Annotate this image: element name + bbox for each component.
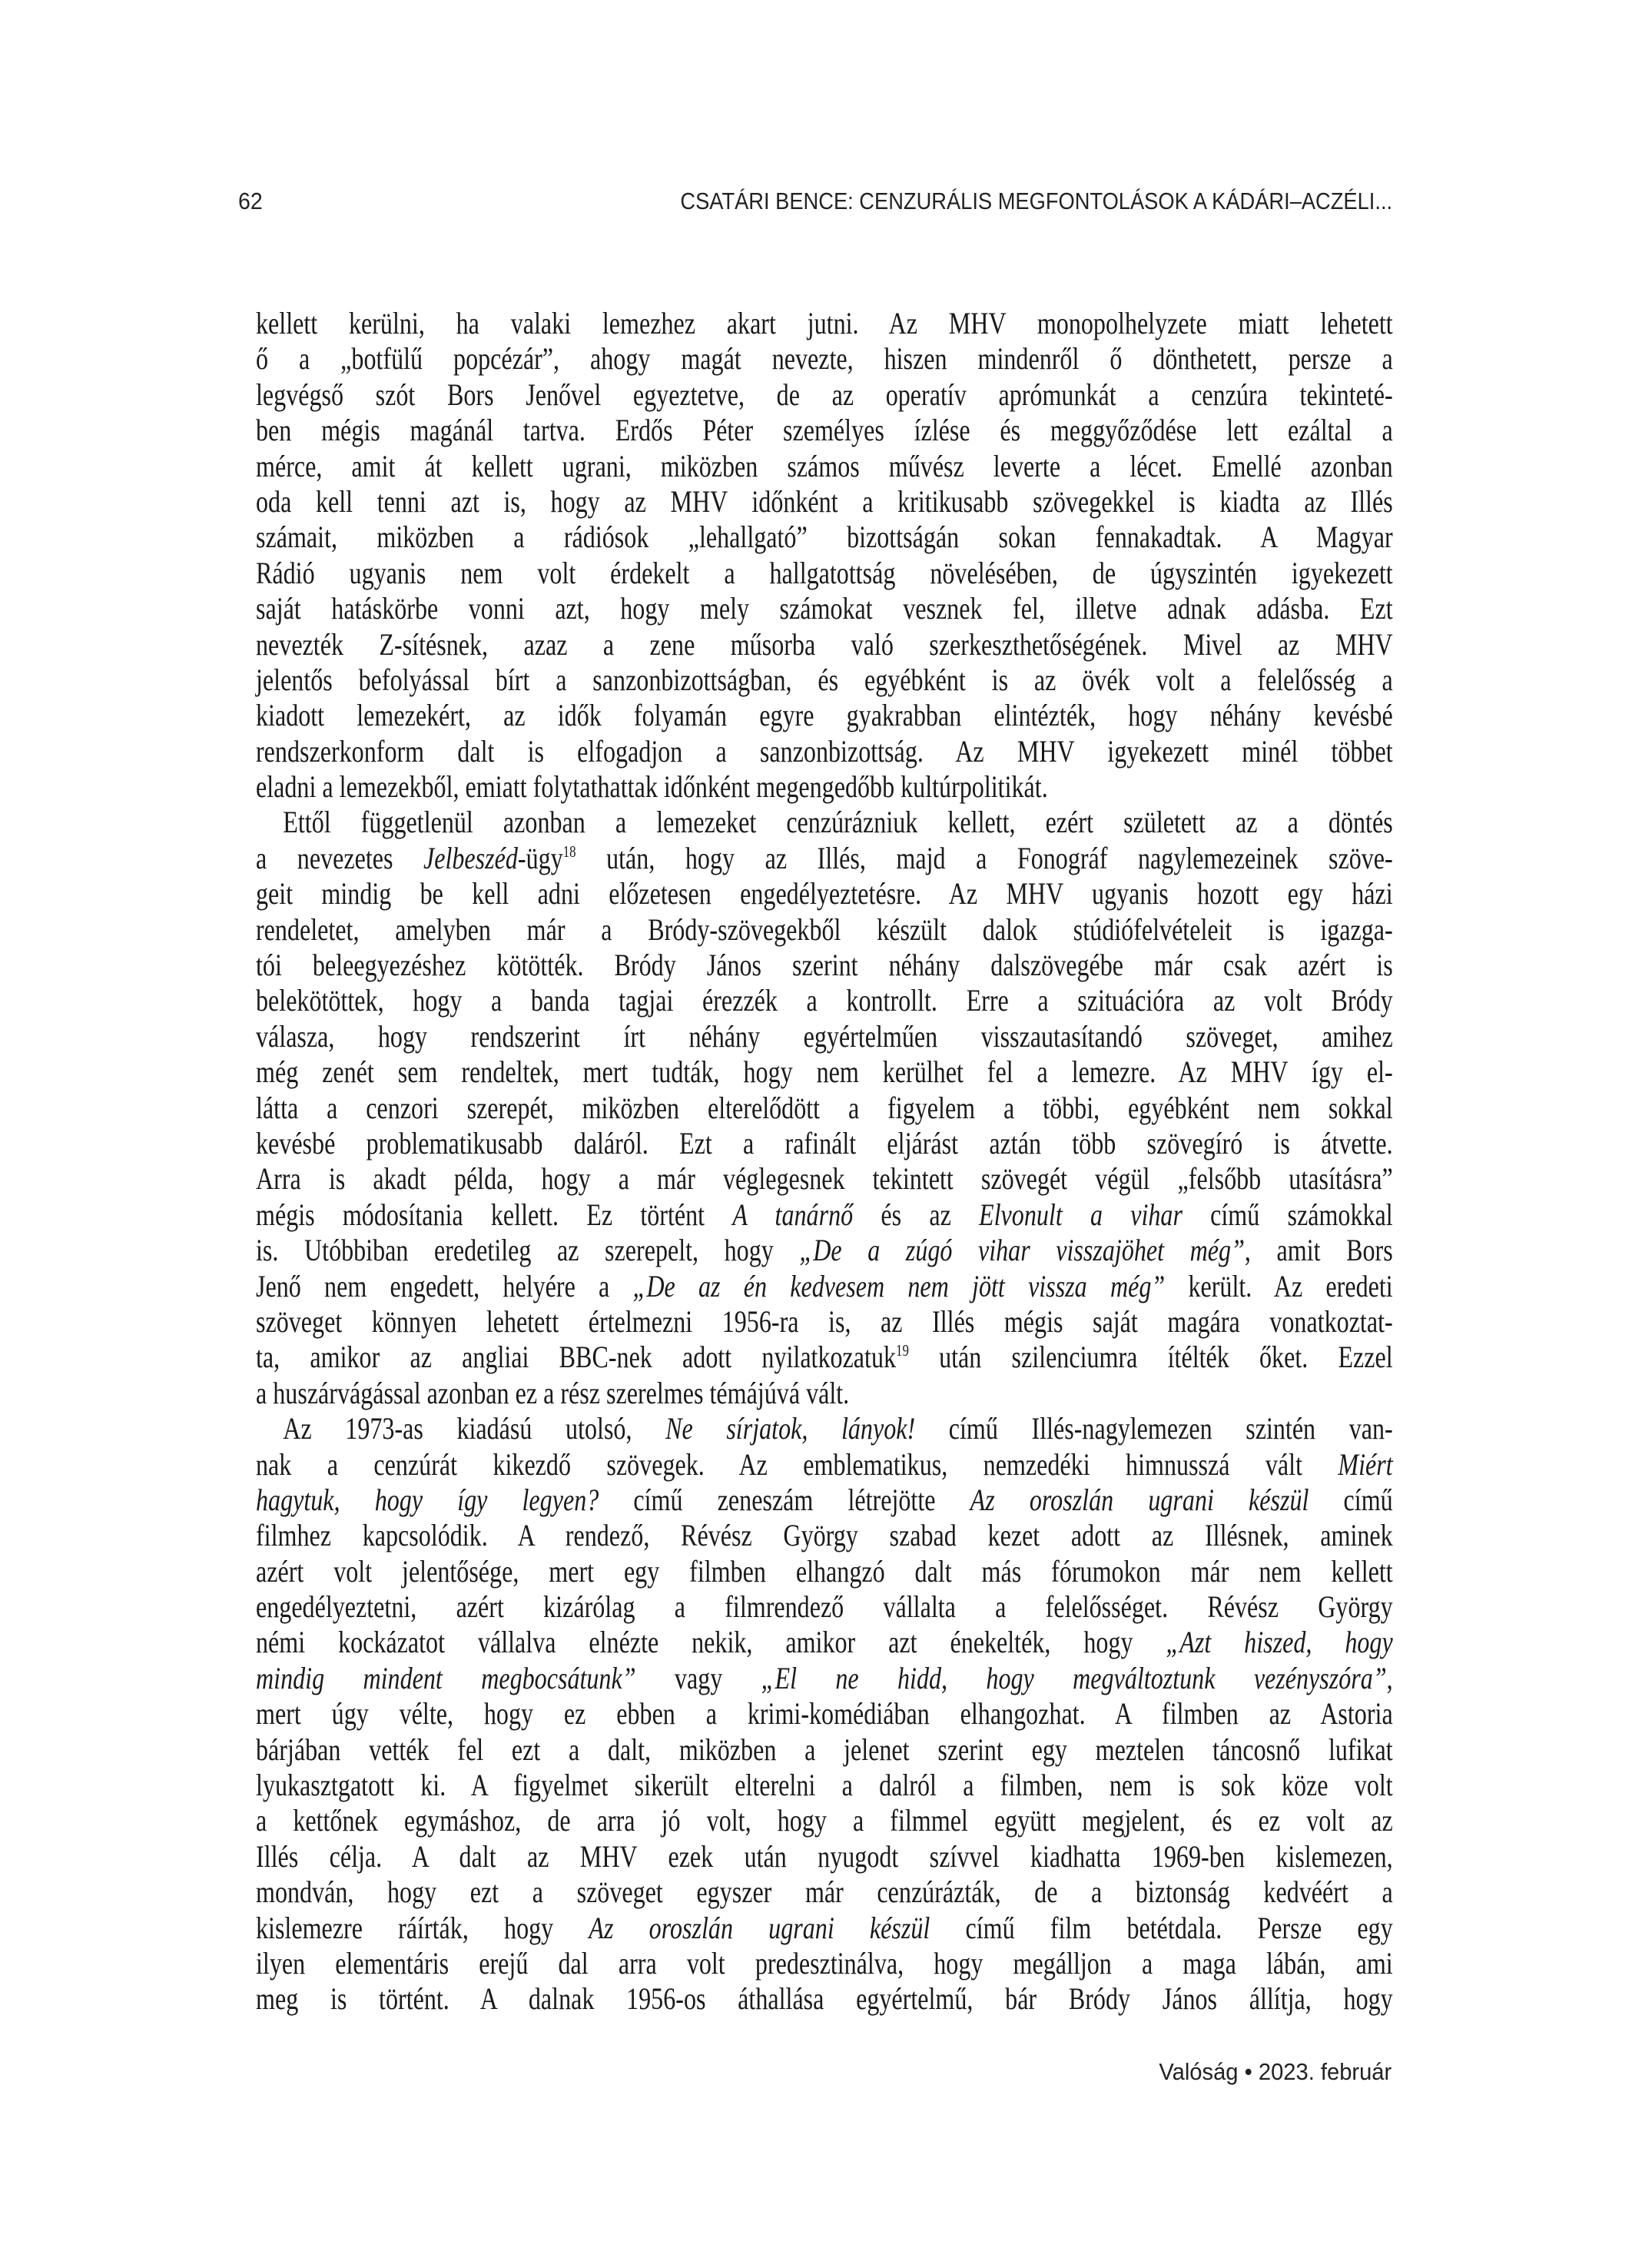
- text-segment: ilyen elementáris erejű dal arra volt predesztinálva, hogy megálljon a maga lábán, ami: [256, 1945, 1393, 1981]
- text-line: [256, 912, 1393, 948]
- text-line-content: [256, 591, 1393, 626]
- text-segment: mert úgy vélte, hogy ez ebben a krimi-komédiában elhangozhat. A filmben az Astoria: [256, 1696, 1393, 1732]
- text-line-content: [256, 1447, 1393, 1483]
- text-line: [256, 769, 1393, 805]
- text-segment: még zenét sem rendeltek, mert tudták, hogy nem kerülhet fel a lemezre. Az MHV így el-: [256, 1054, 1393, 1090]
- text-line-content: [256, 1732, 1393, 1768]
- text-line: [256, 1518, 1393, 1553]
- text-line-content: [256, 1589, 1393, 1625]
- text-segment: lyukasztgatott ki. A figyelmet sikerült elterelni a dalról a filmben, nem is sok köze volt: [256, 1768, 1393, 1803]
- text-segment: bárjában vették fel ezt a dalt, miközben a jelenet szerint egy meztelen táncosnő lufikat: [256, 1732, 1393, 1767]
- text-segment: című Illés-nagylemezen szintén van-: [915, 1411, 1393, 1446]
- text-line: [256, 1554, 1393, 1589]
- text-line-content: [256, 1661, 1393, 1696]
- article-body: [256, 306, 1393, 2017]
- text-line-content: [256, 1126, 1393, 1161]
- text-segment: Jenő nem engedett, helyére a: [256, 1268, 633, 1303]
- italic-title: „Azt hiszed, hogy: [1166, 1625, 1393, 1660]
- text-line: [256, 1589, 1393, 1625]
- text-line: [256, 1161, 1393, 1197]
- text-segment: a huszárvágással azonban ez a rész szerelmes témájúvá vált.: [256, 1375, 850, 1410]
- text-segment: kevésbé problematikusabb daláról. Ezt a rafinált eljárást aztán több szövegíró is átvette.: [256, 1125, 1393, 1161]
- text-segment: Az 1973-as kiadású utolsó,: [283, 1411, 666, 1446]
- text-segment: Ettől függetlenül azonban a lemezeket cenzúrázniuk kellett, ezért született az a döntés: [283, 805, 1393, 840]
- text-line-content: [256, 1411, 1393, 1446]
- text-segment: került. Az eredeti: [1165, 1268, 1393, 1303]
- italic-title: mindig mindent megbocsátunk”: [256, 1660, 636, 1695]
- text-line-content: [256, 1554, 1393, 1589]
- italic-title: Jelbeszéd: [423, 840, 518, 875]
- text-segment: mégis módosítania kellett. Ez történt: [256, 1197, 733, 1232]
- text-line-content: [256, 627, 1393, 662]
- text-segment: rendszerkonform dalt is elfogadjon a sanzonbizottság. Az MHV igyekezett minél többet: [256, 733, 1393, 769]
- text-line: [256, 1054, 1393, 1090]
- text-segment: mondván, hogy ezt a szöveget egyszer már cenzúrázták, de a biztonság kedvéért a: [256, 1875, 1393, 1910]
- italic-title: Elvonult a vihar: [979, 1197, 1183, 1232]
- text-segment: filmhez kapcsolódik. A rendező, Révész György szabad kezet adott az Illésnek, aminek: [256, 1518, 1393, 1553]
- text-line-content: [256, 1946, 1393, 1981]
- text-segment: -ügy: [517, 840, 563, 875]
- text-line: [256, 948, 1393, 983]
- text-segment: saját hatáskörbe vonni azt, hogy mely számokat vesznek fel, illetve adnak adásba. Ezt: [256, 591, 1393, 626]
- text-line-content: [256, 413, 1393, 448]
- text-segment: látta a cenzori szerepét, miközben elterelődött a figyelem a többi, egyébként nem sokkal: [256, 1090, 1393, 1125]
- text-line-content: [256, 484, 1393, 520]
- text-line: [256, 983, 1393, 1018]
- text-line-content: [256, 520, 1393, 555]
- text-segment: meg is történt. A dalnak 1956-os áthallása egyértelmű, bár Bródy János állítja, hogy: [256, 1981, 1393, 2017]
- text-segment: geit mindig be kell adni előzetesen engedélyeztetésre. Az MHV ugyanis hozott egy házi: [256, 876, 1393, 912]
- text-segment: kislemezre ráírták, hogy: [256, 1910, 589, 1945]
- running-header: [0, 188, 1632, 226]
- text-segment: vagy: [635, 1660, 761, 1695]
- text-segment: eladni a lemezekből, emiatt folytathattak időnként megengedőbb kultúrpolitikát.: [256, 769, 1048, 805]
- text-line: [256, 1376, 1393, 1411]
- italic-title: Miért: [1338, 1446, 1393, 1482]
- text-segment: belekötöttek, hogy a banda tagjai érezzék a kontrollt. Erre a szituációra az volt Bródy: [256, 983, 1393, 1018]
- text-line-content: [256, 1304, 1393, 1340]
- text-line: [256, 1483, 1393, 1518]
- text-line: [256, 484, 1393, 520]
- text-segment: legvégső szót Bors Jenővel egyeztetve, de az operatív aprómunkát a cenzúra tekinteté-: [256, 377, 1393, 412]
- page-number: 62: [238, 188, 263, 214]
- italic-title: A tanárnő: [732, 1197, 854, 1232]
- text-segment: szöveget könnyen lehetett értelmezni 1956-ra is, az Illés mégis saját magára vonatkoztat-: [256, 1303, 1393, 1339]
- text-segment: után szilenciumra ítélték őket. Ezzel: [908, 1340, 1393, 1375]
- text-line: [256, 1839, 1393, 1875]
- journal-footer: Valóság • 2023. február: [1159, 2058, 1392, 2085]
- text-line-content: [256, 805, 1393, 840]
- text-line-content: [256, 698, 1393, 733]
- text-line: [256, 627, 1393, 662]
- italic-title: Az oroszlán ugrani készül: [970, 1482, 1309, 1517]
- text-segment: után, hogy az Illés, majd a Fonográf nagylemezeinek szöve-: [576, 840, 1393, 875]
- text-segment: kiadott lemezekért, az idők folyamán egyre gyakrabban elintézték, hogy néhány kevésbé: [256, 698, 1393, 733]
- italic-title: „El ne hidd, hogy megváltoztunk vezényszóra”: [761, 1660, 1387, 1695]
- text-line-content: [256, 1376, 1393, 1411]
- text-line: [256, 1340, 1393, 1375]
- text-line: [256, 413, 1393, 448]
- text-line-content: [256, 1768, 1393, 1803]
- italic-title: hagytuk, hogy így legyen?: [256, 1482, 599, 1517]
- text-segment: című: [1309, 1482, 1393, 1517]
- text-line-content: [256, 449, 1393, 484]
- text-line-content: [256, 1625, 1393, 1660]
- text-segment: számait, miközben a rádiósok „lehallgató” bizottságán sokan fennakadtak. A Magyar: [256, 520, 1393, 555]
- text-line: [256, 1732, 1393, 1768]
- text-line: [256, 1875, 1393, 1910]
- italic-title: „De a zúgó vihar visszajöhet még”: [799, 1233, 1245, 1268]
- text-segment: a nevezetes: [256, 840, 423, 875]
- text-line: [256, 662, 1393, 698]
- text-line: [256, 1946, 1393, 1981]
- footnote-ref: 18: [562, 842, 576, 861]
- italic-title: Az oroszlán ugrani készül: [589, 1910, 930, 1945]
- text-line-content: [256, 983, 1393, 1018]
- text-segment: azért volt jelentősége, mert egy filmben elhangzó dalt más fórumokon már nem kellett: [256, 1553, 1393, 1589]
- text-segment: is. Utóbbiban eredetileg az szerepelt, hogy: [256, 1233, 800, 1268]
- text-line: [256, 876, 1393, 912]
- text-segment: ő a „botfülű popcézár”, ahogy magát nevezte, hiszen mindenről ő dönthetett, persze a: [256, 341, 1393, 377]
- text-segment: című zeneszám létrejötte: [599, 1482, 970, 1517]
- text-segment: ben mégis magánál tartva. Erdős Péter személyes ízlése és meggyőződése lett ezáltal a: [256, 413, 1393, 448]
- text-line: [256, 449, 1393, 484]
- text-segment: Arra is akadt példa, hogy a már véglegesnek tekintett szövegét végül „felsőbb utasításra”: [256, 1161, 1393, 1197]
- text-line: [256, 1019, 1393, 1054]
- italic-title: „De az én kedvesem nem jött vissza még”: [632, 1268, 1166, 1303]
- text-line-content: [256, 769, 1393, 805]
- text-segment: nak a cenzúrát kikezdő szövegek. Az emblematikus, nemzedéki himnusszá vált: [256, 1446, 1338, 1482]
- text-line: [256, 1768, 1393, 1803]
- text-segment: kellett kerülni, ha valaki lemezhez akart jutni. Az MHV monopolhelyzete miatt lehetett: [256, 306, 1393, 340]
- text-line: [256, 1661, 1393, 1696]
- text-line: [256, 341, 1393, 377]
- text-line-content: [256, 1197, 1393, 1233]
- text-line: [256, 1981, 1393, 2017]
- text-line: [256, 841, 1393, 876]
- text-segment: , amit Bors: [1244, 1233, 1393, 1268]
- text-line-content: [256, 1233, 1393, 1268]
- text-line: [256, 1625, 1393, 1660]
- text-line-content: [256, 556, 1393, 591]
- text-line: [256, 1126, 1393, 1161]
- text-line: [256, 1304, 1393, 1340]
- text-line-content: [256, 1054, 1393, 1090]
- text-line-content: [256, 1161, 1393, 1197]
- text-segment: című számokkal: [1182, 1197, 1393, 1232]
- text-segment: nevezték Z-sítésnek, azaz a zene műsorba való szerkeszthetőségének. Mivel az MHV: [256, 626, 1393, 662]
- text-line-content: [256, 841, 1393, 876]
- text-line-content: [256, 1839, 1393, 1875]
- text-segment: mérce, amit át kellett ugrani, miközben számos művész leverte a lécet. Emellé azonban: [256, 448, 1393, 483]
- footnote-ref: 19: [896, 1341, 909, 1360]
- text-line-content: [256, 1875, 1393, 1910]
- text-line: [256, 520, 1393, 555]
- text-line: [256, 1696, 1393, 1732]
- text-line-content: [256, 306, 1393, 341]
- italic-title: Ne sírjatok, lányok!: [665, 1411, 916, 1446]
- text-segment: válasza, hogy rendszerint írt néhány egyértelműen visszautasítandó szöveget, amihez: [256, 1018, 1393, 1054]
- text-segment: Rádió ugyanis nem volt érdekelt a hallgatottság növelésében, de úgyszintén igyekezett: [256, 555, 1393, 590]
- text-segment: a kettőnek egymáshoz, de arra jó volt, hogy a filmmel együtt megjelent, és ez volt az: [256, 1803, 1393, 1838]
- text-line: [256, 734, 1393, 769]
- text-line: [256, 1411, 1393, 1446]
- text-line: [256, 1447, 1393, 1483]
- text-line: [256, 306, 1393, 341]
- text-line-content: [256, 1483, 1393, 1518]
- text-line-content: [256, 377, 1393, 413]
- text-line-content: [256, 662, 1393, 698]
- text-line: [256, 698, 1393, 733]
- text-line: [256, 591, 1393, 626]
- text-line-content: [256, 1091, 1393, 1126]
- text-segment: ,: [1386, 1660, 1393, 1695]
- text-segment: jelentős befolyással bírt a sanzonbizottságban, és egyébként is az övék volt a felelősség a: [256, 662, 1393, 697]
- text-line-content: [256, 1019, 1393, 1054]
- text-line-content: [256, 876, 1393, 912]
- text-line: [256, 377, 1393, 413]
- text-line-content: [256, 1911, 1393, 1946]
- text-segment: tói beleegyezéshez kötötték. Bródy János szerint néhány dalszövegébe már csak azért is: [256, 948, 1393, 983]
- text-segment: rendeletet, amelyben már a Bródy-szövegekből készült dalok stúdiófelvételeit is igazga-: [256, 912, 1393, 947]
- text-line-content: [256, 1518, 1393, 1553]
- text-line-content: [256, 1803, 1393, 1838]
- text-segment: Illés célja. A dalt az MHV ezek után nyugodt szívvel kiadhatta 1969-ben kislemezen,: [256, 1838, 1393, 1874]
- text-segment: című film betétdala. Persze egy: [930, 1910, 1393, 1945]
- text-segment: és az: [853, 1197, 980, 1232]
- text-line-content: [256, 1340, 1393, 1375]
- text-segment: oda kell tenni azt is, hogy az MHV időnként a kritikusabb szövegekkel is kiadta az Illés: [256, 483, 1393, 519]
- text-line: [256, 805, 1393, 840]
- text-line: [256, 1197, 1393, 1233]
- text-segment: engedélyeztetni, azért kizárólag a filmrendező vállalta a felelősséget. Révész György: [256, 1589, 1393, 1625]
- text-segment: ta, amikor az angliai BBC-nek adott nyilatkozatuk: [256, 1340, 897, 1375]
- text-line: [256, 1091, 1393, 1126]
- text-segment: némi kockázatot vállalva elnézte nekik, amikor azt énekelték, hogy: [256, 1625, 1166, 1660]
- text-line-content: [256, 948, 1393, 983]
- text-line-content: [256, 1269, 1393, 1304]
- text-line-content: [256, 1981, 1393, 2017]
- text-line-content: [256, 341, 1393, 377]
- text-line: [256, 1803, 1393, 1838]
- text-line-content: [256, 1696, 1393, 1732]
- text-line: [256, 1233, 1393, 1268]
- text-line: [256, 1911, 1393, 1946]
- running-title: CSATÁRI BENCE: CENZURÁLIS MEGFONTOLÁSOK A KÁDÁRI–ACZÉLI...: [680, 188, 1392, 214]
- text-line-content: [256, 734, 1393, 769]
- text-line: [256, 556, 1393, 591]
- text-line-content: [256, 912, 1393, 948]
- text-line: [256, 1269, 1393, 1304]
